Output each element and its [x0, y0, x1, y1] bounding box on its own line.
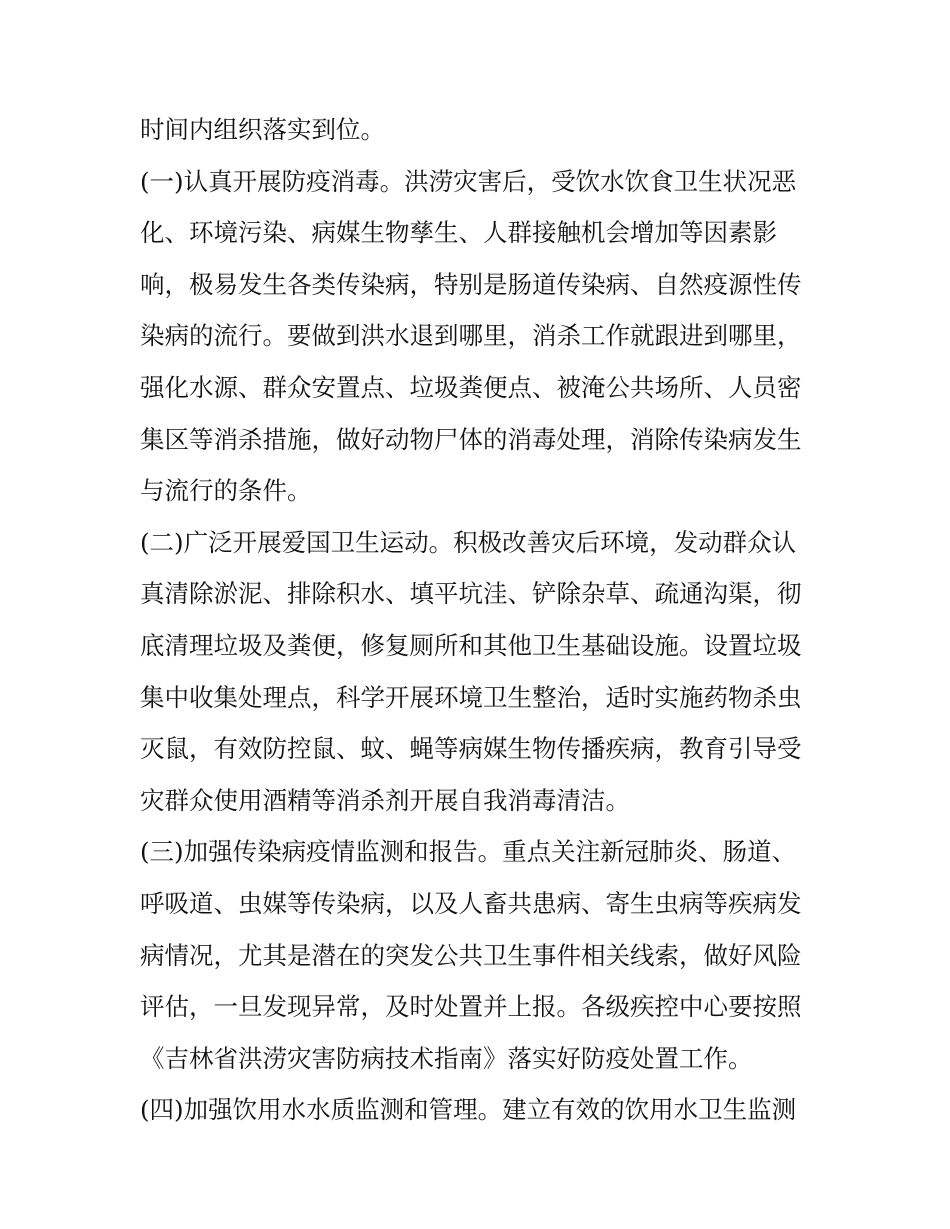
text-line: 呼吸道、虫媒等传染病，以及人畜共患病、寄生虫病等疾病发	[140, 888, 802, 918]
text-line: 化、环境污染、病媒生物孳生、人群接触机会增加等因素影	[140, 218, 777, 248]
text-line: (二)广泛开展爱国卫生运动。积极改善灾后环境，发动群众认	[140, 527, 797, 557]
text-line: 评估，一旦发现异常，及时处置并上报。各级疾控中心要按照	[140, 992, 802, 1022]
text-line: 集中收集处理点，科学开展环境卫生整治，适时实施药物杀虫	[140, 682, 802, 712]
text-line: 时间内组织落实到位。	[140, 115, 385, 144]
text-line: 灾群众使用酒精等消杀剂开展自我消毒清洁。	[140, 785, 630, 815]
text-line: 病情况，尤其是潜在的突发公共卫生事件相关线索，做好风险	[140, 940, 802, 970]
text-line: 与流行的条件。	[140, 476, 312, 506]
text-line: (三)加强传染病疫情监测和报告。重点关注新冠肺炎、肠道、	[140, 837, 797, 867]
text-line: (一)认真开展防疫消毒。洪涝灾害后，受饮水饮食卫生状况恶	[140, 166, 797, 196]
text-line: 染病的流行。要做到洪水退到哪里，消杀工作就跟进到哪里，	[140, 321, 802, 351]
text-line: 底清理垃圾及粪便，修复厕所和其他卫生基础设施。设置垃圾	[140, 630, 802, 660]
text-line: 集区等消杀措施，做好动物尸体的消毒处理，消除传染病发生	[140, 424, 802, 454]
text-line: 强化水源、群众安置点、垃圾粪便点、被淹公共场所、人员密	[140, 372, 802, 402]
text-line: 真清除淤泥、排除积水、填平坑洼、铲除杂草、疏通沟渠，彻	[140, 579, 802, 609]
text-line: (四)加强饮用水水质监测和管理。建立有效的饮用水卫生监测	[140, 1095, 797, 1125]
text-line: 《吉林省洪涝灾害防病技术指南》落实好防疫处置工作。	[140, 1043, 753, 1073]
text-line: 灭鼠，有效防控鼠、蚊、蝇等病媒生物传播疾病，教育引导受	[140, 734, 802, 764]
text-line: 响，极易发生各类传染病，特别是肠道传染病、自然疫源性传	[140, 269, 802, 299]
document-body	[140, 104, 820, 1136]
